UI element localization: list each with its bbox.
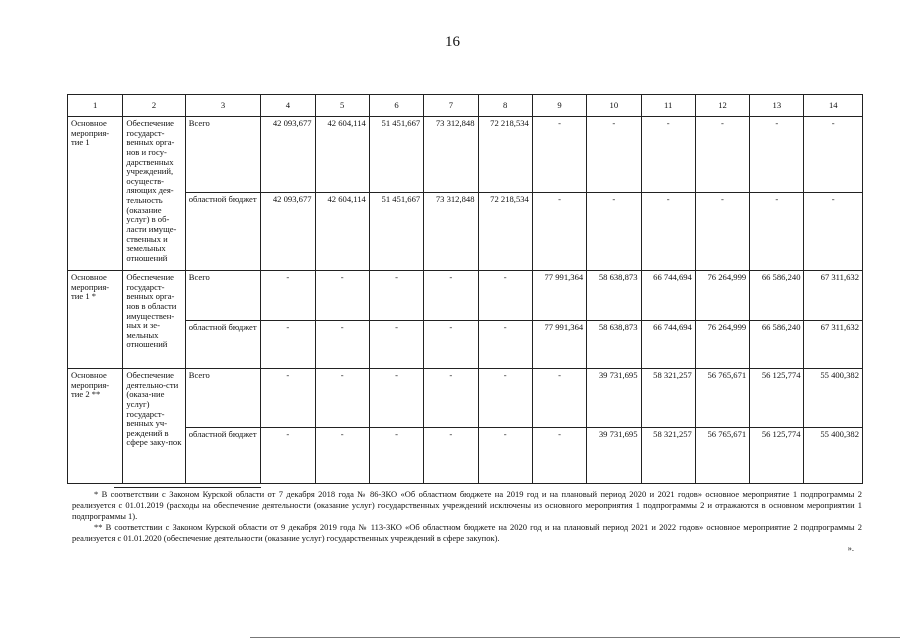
value-cell: -: [750, 117, 804, 193]
value-cell: 51 451,667: [369, 193, 423, 271]
header-cell: 10: [587, 95, 641, 117]
value-cell: 66 586,240: [750, 321, 804, 369]
source-cell: областной бюджет: [185, 428, 260, 484]
table-row: [68, 428, 863, 484]
table-row: [68, 321, 863, 369]
value-cell: 51 451,667: [369, 117, 423, 193]
table-row: [68, 193, 863, 271]
header-cell: 11: [641, 95, 695, 117]
value-cell: -: [261, 369, 315, 428]
value-cell: -: [369, 321, 423, 369]
value-cell: 67 311,632: [804, 271, 863, 321]
value-cell: -: [695, 117, 749, 193]
value-cell: 58 638,873: [587, 321, 641, 369]
value-cell: -: [369, 271, 423, 321]
header-cell: 13: [750, 95, 804, 117]
value-cell: 58 321,257: [641, 369, 695, 428]
value-cell: -: [478, 428, 532, 484]
measure-cell: Основное мероприя-тие 1 *: [68, 271, 123, 369]
value-cell: -: [315, 369, 369, 428]
description-cell: Обеспечение деятельно-сти (оказа-ние услуг) государст-венных уч-реждений в сфере заку-пок: [123, 369, 185, 484]
value-cell: 76 264,999: [695, 321, 749, 369]
value-cell: 72 218,534: [478, 193, 532, 271]
value-cell: 66 586,240: [750, 271, 804, 321]
scan-edge-line: [250, 637, 900, 638]
value-cell: -: [315, 271, 369, 321]
value-cell: 42 604,114: [315, 193, 369, 271]
value-cell: -: [532, 117, 586, 193]
source-cell: областной бюджет: [185, 193, 260, 271]
value-cell: -: [804, 193, 863, 271]
value-cell: 73 312,848: [424, 193, 478, 271]
value-cell: -: [532, 369, 586, 428]
value-cell: -: [261, 271, 315, 321]
value-cell: -: [261, 321, 315, 369]
value-cell: -: [532, 193, 586, 271]
footnote-rule: [114, 487, 261, 488]
value-cell: -: [369, 369, 423, 428]
value-cell: 55 400,382: [804, 428, 863, 484]
value-cell: -: [478, 271, 532, 321]
header-cell: 6: [369, 95, 423, 117]
description-cell: Обеспечение государст-венных орга-нов и госу-дарственных учреждений, осуществ-ляющих дея-тельность (оказание услуг) в об-ласти имуще-ственных и земельных отношений: [123, 117, 185, 271]
value-cell: -: [315, 321, 369, 369]
table-row: [68, 369, 863, 428]
header-row: [68, 95, 863, 117]
footnotes: [72, 489, 862, 554]
budget-table: [67, 94, 863, 484]
value-cell: -: [641, 193, 695, 271]
table-row: [68, 117, 863, 193]
header-cell: 8: [478, 95, 532, 117]
value-cell: -: [261, 428, 315, 484]
closing-quote: ».: [847, 543, 854, 554]
value-cell: 66 744,694: [641, 271, 695, 321]
header-cell: 4: [261, 95, 315, 117]
value-cell: 39 731,695: [587, 369, 641, 428]
value-cell: -: [424, 428, 478, 484]
value-cell: 56 765,671: [695, 369, 749, 428]
value-cell: -: [315, 428, 369, 484]
description-cell: Обеспечение государст-венных орга-нов в области имуществен-ных и зе-мельных отношений: [123, 271, 185, 369]
value-cell: 55 400,382: [804, 369, 863, 428]
value-cell: -: [695, 193, 749, 271]
value-cell: 56 125,774: [750, 428, 804, 484]
footnote-2: ** В соответствии с Законом Курской области от 9 декабря 2019 года № 113-ЗКО «Об областном бюджете на 2020 год и на плановый период 2021 и 2022 годов» основное мероприятие 2 подпрограммы 2 реализуется с 01.01.2020 (обеспечение деятельности (оказание услуг) государственных учреждений в сфере закупок).: [72, 521, 862, 543]
value-cell: -: [424, 271, 478, 321]
value-cell: -: [804, 117, 863, 193]
value-cell: -: [478, 369, 532, 428]
header-cell: 12: [695, 95, 749, 117]
header-cell: 2: [123, 95, 185, 117]
value-cell: 73 312,848: [424, 117, 478, 193]
value-cell: 56 125,774: [750, 369, 804, 428]
value-cell: -: [369, 428, 423, 484]
value-cell: 56 765,671: [695, 428, 749, 484]
value-cell: -: [424, 321, 478, 369]
source-cell: Всего: [185, 117, 260, 193]
header-cell: 14: [804, 95, 863, 117]
value-cell: 42 093,677: [261, 117, 315, 193]
header-cell: 1: [68, 95, 123, 117]
value-cell: -: [587, 117, 641, 193]
source-cell: Всего: [185, 369, 260, 428]
header-cell: 7: [424, 95, 478, 117]
value-cell: 58 321,257: [641, 428, 695, 484]
value-cell: 39 731,695: [587, 428, 641, 484]
value-cell: 77 991,364: [532, 321, 586, 369]
value-cell: 42 093,677: [261, 193, 315, 271]
value-cell: -: [587, 193, 641, 271]
value-cell: 67 311,632: [804, 321, 863, 369]
value-cell: -: [424, 369, 478, 428]
header-cell: 3: [185, 95, 260, 117]
value-cell: 77 991,364: [532, 271, 586, 321]
source-cell: Всего: [185, 271, 260, 321]
measure-cell: Основное мероприя-тие 1: [68, 117, 123, 271]
value-cell: 76 264,999: [695, 271, 749, 321]
table-row: [68, 271, 863, 321]
value-cell: -: [641, 117, 695, 193]
footnote-1: * В соответствии с Законом Курской области от 7 декабря 2018 года № 86-ЗКО «Об областном бюджете на 2019 год и на плановый период 2020 и 2021 годов» основное мероприятие 1 подпрограммы 2 реализуется с 01.01.2019 (расходы на обеспечение деятельности (оказание услуг) государственных учреждений исключены из основного мероприятия 1 подпрограммы 2 и отражаются в основном мероприятии 1 подпрограммы 1).: [72, 489, 862, 521]
source-cell: областной бюджет: [185, 321, 260, 369]
page-number: 16: [445, 34, 460, 50]
value-cell: -: [478, 321, 532, 369]
measure-cell: Основное мероприя-тие 2 **: [68, 369, 123, 484]
value-cell: 58 638,873: [587, 271, 641, 321]
value-cell: 72 218,534: [478, 117, 532, 193]
header-cell: 9: [532, 95, 586, 117]
value-cell: 66 744,694: [641, 321, 695, 369]
value-cell: -: [750, 193, 804, 271]
value-cell: -: [532, 428, 586, 484]
header-cell: 5: [315, 95, 369, 117]
value-cell: 42 604,114: [315, 117, 369, 193]
